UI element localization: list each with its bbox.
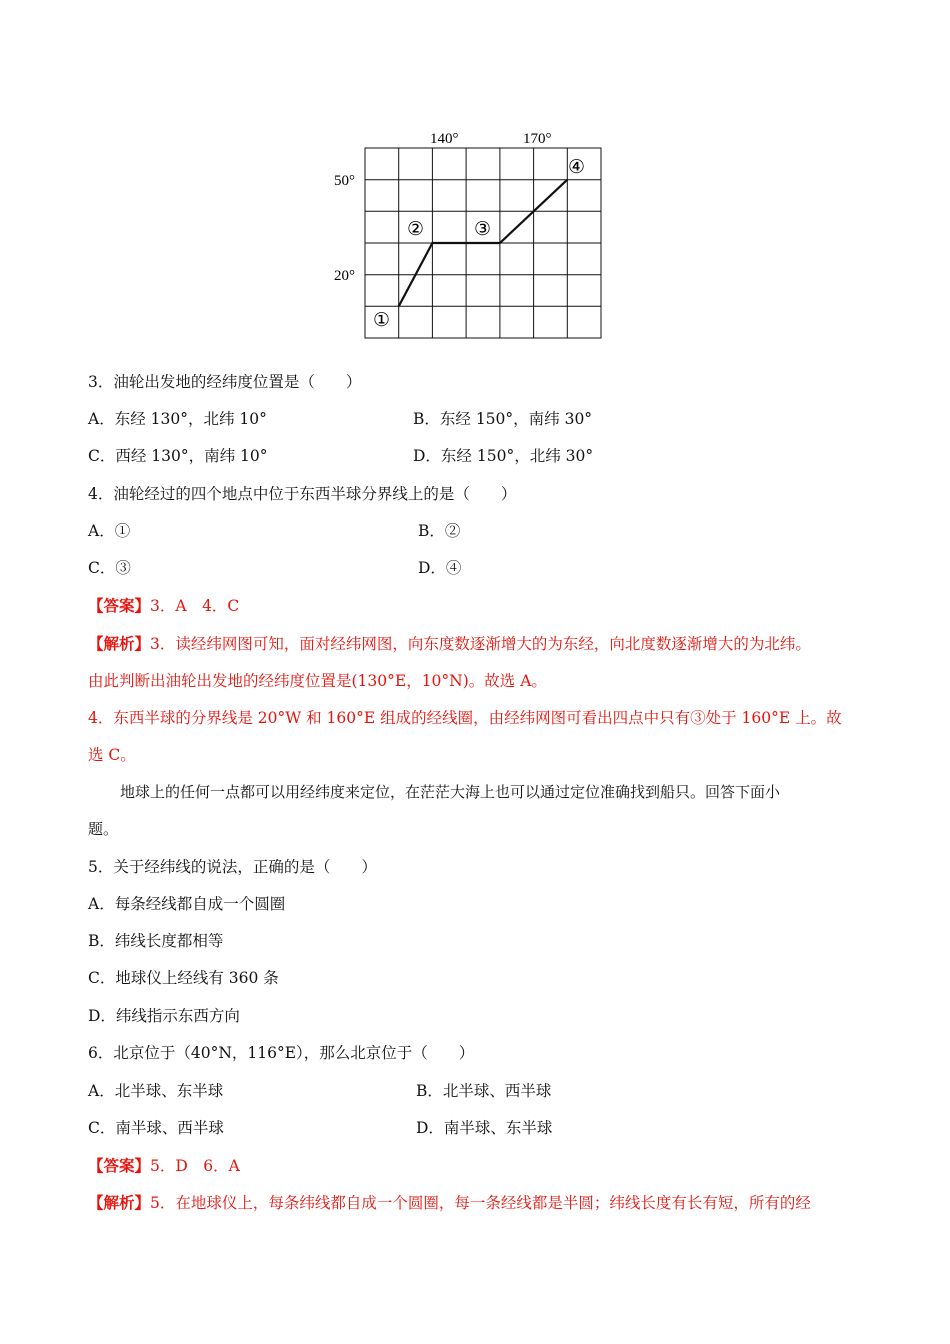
answer-tag-2: 【答案】 bbox=[88, 1156, 151, 1175]
lat-long-grid-figure bbox=[330, 125, 620, 345]
q6-option-c: C．南半球、西半球 bbox=[88, 1119, 224, 1137]
q5-option-c: C．地球仪上经线有 360 条 bbox=[88, 969, 279, 987]
explanation-2-line-1: 5．在地球仪上，每条纬线都自成一个圆圈，每一条经线都是半圆；纬线长度有长有短，所有的经 bbox=[150, 1194, 811, 1212]
q4-option-b: B．② bbox=[418, 522, 461, 540]
q3-option-b: B．东经 150°，南纬 30° bbox=[413, 410, 593, 428]
q3-stem: 3．油轮出发地的经纬度位置是（ ） bbox=[88, 373, 362, 391]
q6-stem: 6．北京位于（40°N，116°E），那么北京位于（ ） bbox=[88, 1044, 475, 1062]
explanation-block-2 bbox=[88, 1193, 811, 1213]
q3-option-c: C．西经 130°，南纬 10° bbox=[88, 447, 268, 465]
q3-option-a: A．东经 130°，北纬 10° bbox=[88, 410, 267, 428]
explanation-tag-2: 【解析】 bbox=[88, 1193, 151, 1212]
intro-line-1: 地球上的任何一点都可以用经纬度来定位，在茫茫大海上也可以通过定位准确找到船只。回答下面小 bbox=[120, 783, 781, 801]
point-3-label: ③ bbox=[474, 218, 492, 240]
q4-option-c: C．③ bbox=[88, 559, 131, 577]
answer-text: 3．A 4．C bbox=[150, 597, 240, 615]
explanation-line-1: 3．读经纬网图可知，面对经纬网图，向东度数逐渐增大的为东经，向北度数逐渐增大的为北纬。 bbox=[150, 635, 811, 653]
q5-option-a: A．每条经线都自成一个圆圈 bbox=[88, 895, 286, 913]
point-1-label: ① bbox=[373, 309, 391, 331]
q6-option-d: D．南半球、东半球 bbox=[416, 1119, 553, 1137]
answer-text-2: 5．D 6．A bbox=[150, 1157, 240, 1175]
lat-label-50: 50° bbox=[334, 173, 355, 189]
explanation-block-1 bbox=[88, 634, 811, 654]
q5-option-b: B．纬线长度都相等 bbox=[88, 932, 224, 950]
q6-option-a: A．北半球、东半球 bbox=[88, 1082, 224, 1100]
lon-label-170: 170° bbox=[523, 131, 552, 147]
explanation-line-4: 选 C。 bbox=[88, 746, 136, 764]
q4-option-d: D．④ bbox=[418, 559, 462, 577]
lon-label-140: 140° bbox=[430, 131, 459, 147]
lat-label-20: 20° bbox=[334, 268, 355, 284]
answer-block-1 bbox=[88, 596, 239, 616]
explanation-line-2: 由此判断出油轮出发地的经纬度位置是(130°E，10°N)。故选 A。 bbox=[88, 672, 547, 690]
q3-option-d: D．东经 150°，北纬 30° bbox=[413, 447, 594, 465]
point-4-label: ④ bbox=[568, 156, 586, 178]
q5-option-d: D．纬线指示东西方向 bbox=[88, 1007, 240, 1025]
intro-line-2: 题。 bbox=[88, 820, 119, 838]
q5-stem: 5．关于经纬线的说法，正确的是（ ） bbox=[88, 858, 377, 876]
explanation-line-3: 4．东西半球的分界线是 20°W 和 160°E 组成的经线圈，由经纬网图可看出四点中只有③处于 160°E 上。故 bbox=[88, 709, 842, 727]
answer-tag: 【答案】 bbox=[88, 596, 151, 615]
q4-stem: 4．油轮经过的四个地点中位于东西半球分界线上的是（ ） bbox=[88, 485, 517, 503]
answer-block-2 bbox=[88, 1156, 240, 1176]
point-2-label: ② bbox=[407, 218, 425, 240]
q4-option-a: A．① bbox=[88, 522, 131, 540]
q6-option-b: B．北半球、西半球 bbox=[416, 1082, 552, 1100]
explanation-tag: 【解析】 bbox=[88, 634, 151, 653]
